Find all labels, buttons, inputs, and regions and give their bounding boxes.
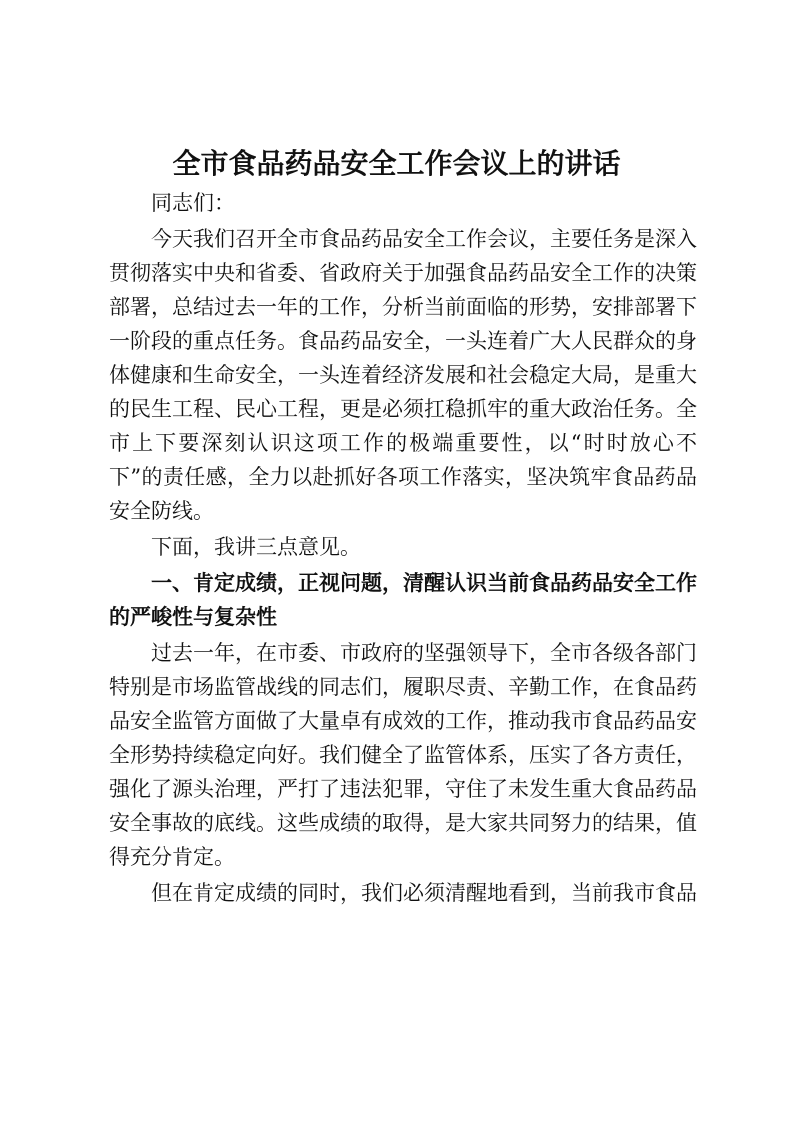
paragraph-achievements: 过去一年，在市委、市政府的坚强领导下，全市各级各部门特别是市场监管战线的同志们，履职尽责、辛勤工作，在食品药品安全监管方面做了大量卓有成效的工作，推动我市食品药品安全形势持续稳定向好。我们健全了监管体系，压实了各方责任，强化了源头治理，严打了违法犯罪，守住了未发生重大食品药品安全事故的底线。这些成绩的取得，是大家共同努力的结果，值得充分肯定。 (109, 641, 697, 869)
salutation: 同志们： (151, 191, 235, 215)
paragraph-problems: 但在肯定成绩的同时，我们必须清醒地看到，当前我市食品 (151, 881, 697, 905)
paragraph-transition: 下面，我讲三点意见。 (151, 535, 361, 559)
paragraph-intro: 今天我们召开全市食品药品安全工作会议，主要任务是深入贯彻落实中央和省委、省政府关于加强食品药品安全工作的决策部署，总结过去一年的工作，分析当前面临的形势，安排部署下一阶段的重点任务。食品药品安全，一头连着广大人民群众的身体健康和生命安全，一头连着经济发展和社会稳定大局，是重大的民生工程、民心工程，更是必须扛稳抓牢的重大政治任务。全市上下要深刻认识这项工作的极端重要性，以“时时放心不下”的责任感，全力以赴抓好各项工作落实，坚决筑牢食品药品安全防线。 (109, 227, 697, 523)
document-body (109, 186, 697, 910)
document-title: 全市食品药品安全工作会议上的讲话 (172, 147, 621, 180)
section-heading: 一、肯定成绩，正视问题，清醒认识当前食品药品安全工作的严峻性与复杂性 (109, 571, 697, 629)
